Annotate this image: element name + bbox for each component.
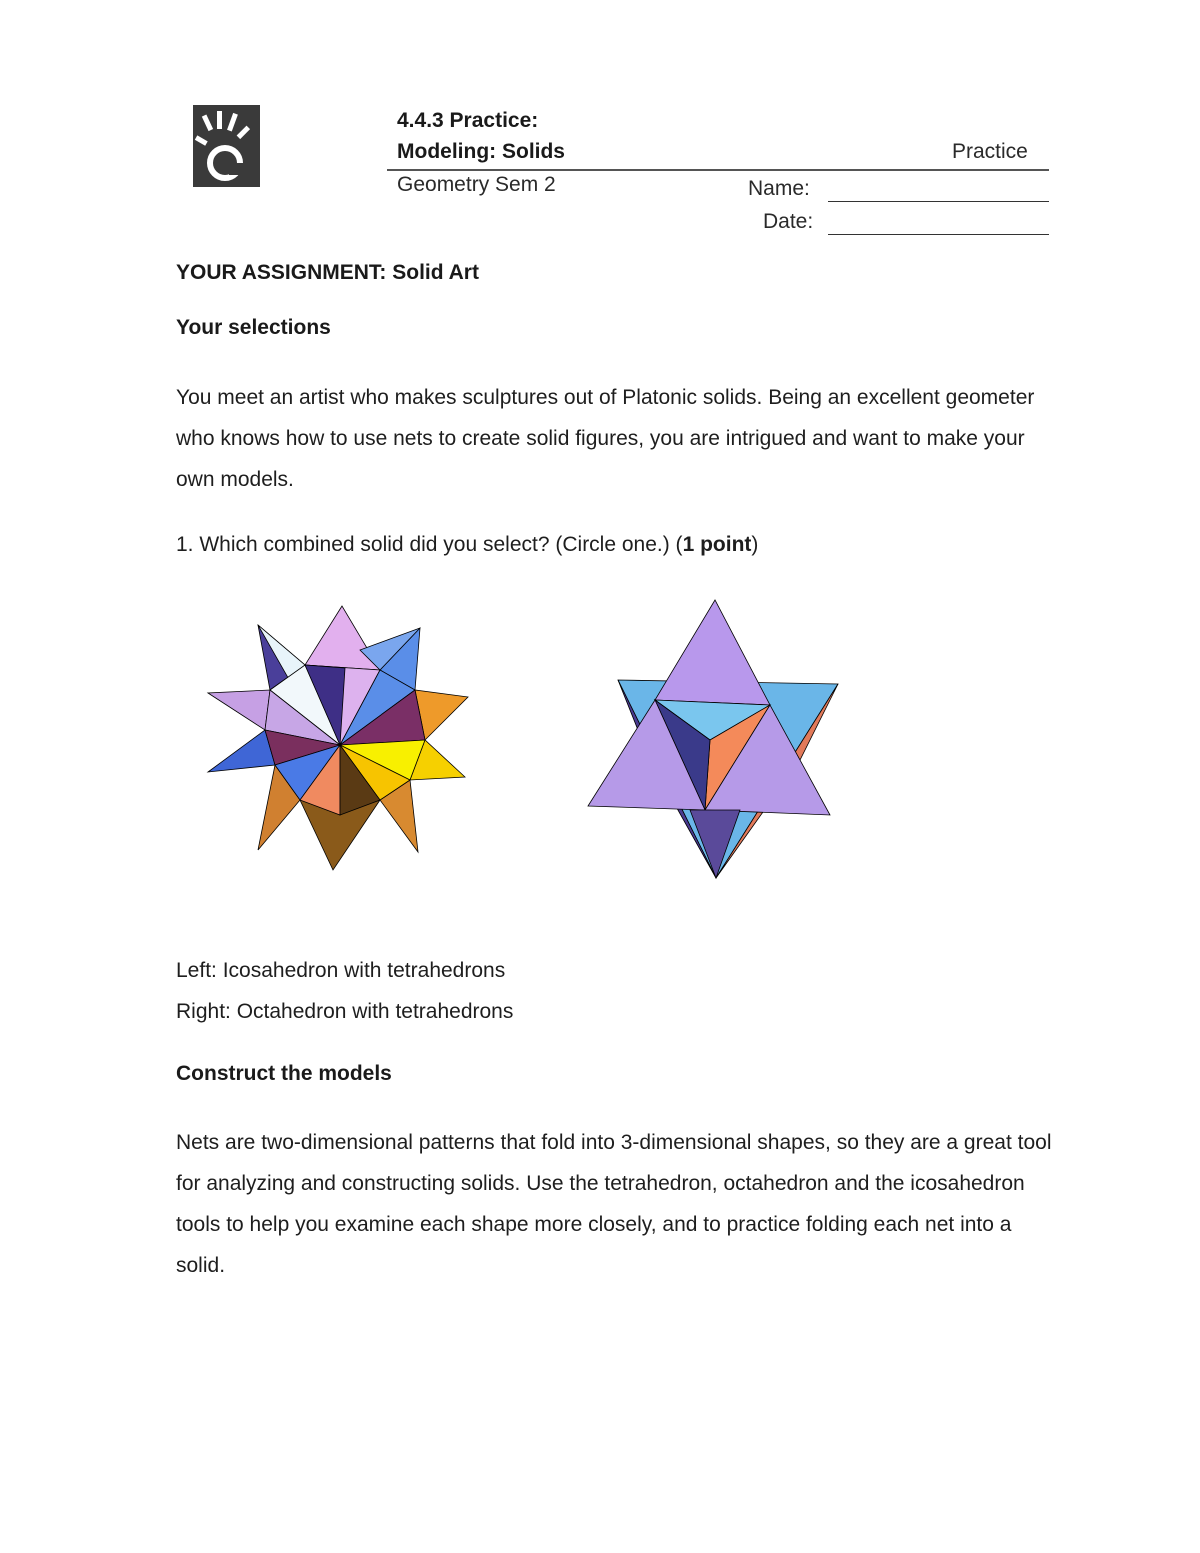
name-label: Name: bbox=[748, 177, 810, 200]
octahedron-with-tetrahedrons-image[interactable] bbox=[582, 596, 842, 881]
assignment-heading: YOUR ASSIGNMENT: Solid Art bbox=[176, 261, 479, 284]
section-heading-selections: Your selections bbox=[176, 316, 331, 339]
course-label: Geometry Sem 2 bbox=[397, 173, 556, 196]
date-label: Date: bbox=[763, 210, 814, 233]
date-field[interactable] bbox=[828, 234, 1049, 235]
question-1 bbox=[176, 524, 758, 565]
header-divider bbox=[387, 169, 1049, 171]
document-title-line1: 4.4.3 Practice: bbox=[397, 109, 539, 132]
icosahedron-with-tetrahedrons-image[interactable] bbox=[200, 598, 475, 873]
publisher-logo-icon bbox=[193, 105, 260, 187]
document-title-line2: Modeling: Solids bbox=[397, 140, 565, 163]
name-field[interactable] bbox=[828, 201, 1049, 202]
intro-paragraph: You meet an artist who makes sculptures out of Platonic solids. Being an excellent geometer who knows how to use nets to create solid figures, you are intrigued and want to make your own models. bbox=[176, 386, 1035, 491]
question-1-close: ) bbox=[751, 533, 759, 556]
section-heading-construct: Construct the models bbox=[176, 1062, 392, 1085]
question-1-points: 1 point bbox=[682, 533, 752, 556]
document-type-label: Practice bbox=[952, 140, 1028, 163]
caption-left-solid: Left: Icosahedron with tetrahedrons bbox=[176, 959, 506, 982]
caption-right-solid: Right: Octahedron with tetrahedrons bbox=[176, 1000, 514, 1023]
question-1-text: 1. Which combined solid did you select? (Circle one.) ( bbox=[176, 533, 683, 556]
construct-paragraph: Nets are two-dimensional patterns that fold into 3-dimensional shapes, so they are a great tool for analyzing and constructing solids. Use the tetrahedron, octahedron and the icosahedron tools to help you examine each shape more closely, and to practice folding each net into a solid. bbox=[176, 1131, 1052, 1277]
